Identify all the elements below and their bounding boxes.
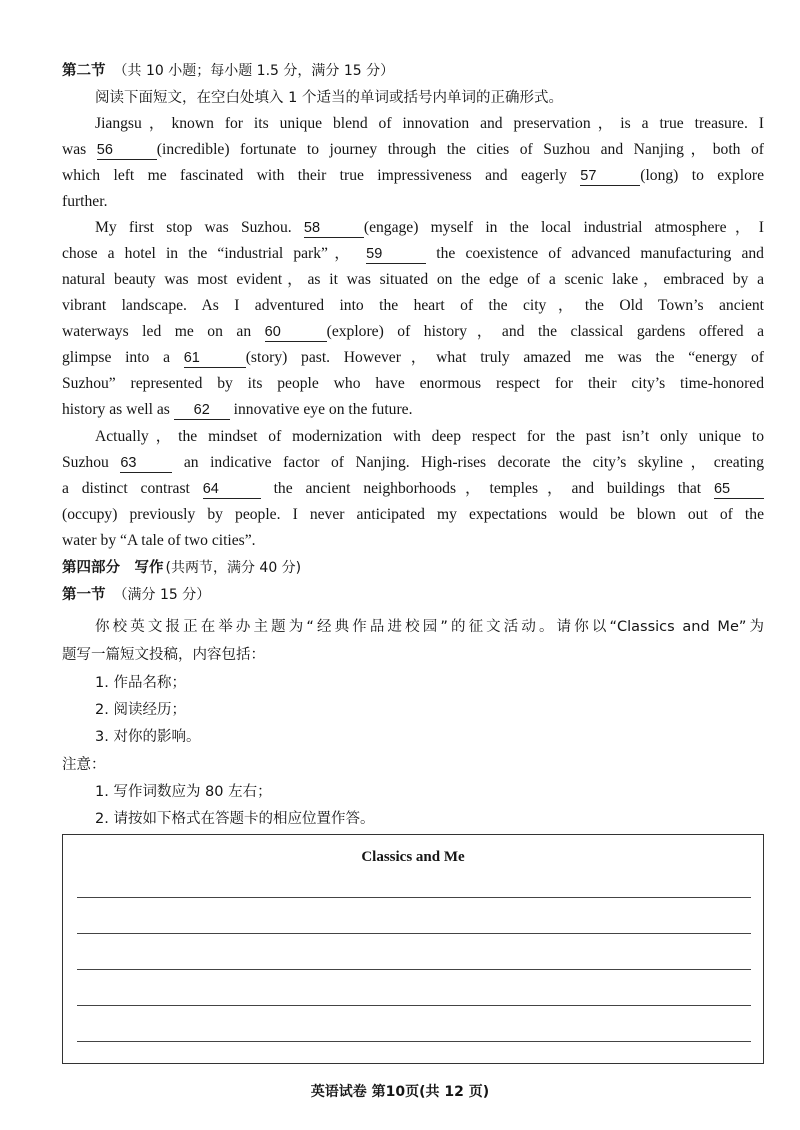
passage-line: natural beauty was most evident，as it was situated on the edge of a scenic lake，embraced by a: [62, 271, 764, 288]
blank-59: 59: [366, 245, 426, 264]
writing-prompt-line: 你校英文报正在举办主题为“经典作品进校园”的征文活动。请你以“Classics and Me”为: [95, 619, 764, 635]
section2-note: （共 10 小题；每小题 1.5 分，满分 15 分）: [113, 63, 395, 79]
blank-58: 58: [304, 219, 364, 238]
writing-prompt-line: 题写一篇短文投稿，内容包括：: [62, 647, 265, 663]
passage-line: glimpse into a 61 (story) past. However，what truly amazed me was the “energy of: [62, 349, 764, 366]
blank-64: 64: [203, 480, 261, 499]
passage-line: Suzhou” represented by its people who have enormous respect for their city’s time-honored: [62, 375, 764, 392]
passage-line: a distinct contrast 64 the ancient neighborhoods，temples，and buildings that 65: [62, 476, 764, 502]
passage-line: Suzhou 63 an indicative factor of Nanjing. High-rises decorate the city’s skyline，creating: [62, 454, 764, 471]
notice-item: 1. 写作词数应为 80 左右；: [95, 784, 272, 800]
content-item: 3. 对你的影响。: [95, 729, 201, 745]
passage-line: (occupy) previously by people. I never anticipated my expectations would be blown out of the: [62, 506, 764, 523]
page-footer: 英语试卷 第10页(共 12 页): [310, 1084, 490, 1100]
passage-line: My first stop was Suzhou. 58 (engage) myself in the local industrial atmosphere，I: [95, 219, 764, 236]
part4-note: (共两节，满分 40 分): [165, 560, 302, 576]
passage-line: which left me fascinated with their true impressiveness and eagerly 57 (long) to explore: [62, 167, 764, 184]
section2-title: 第二节: [62, 63, 106, 79]
writing-rule: [77, 1041, 751, 1042]
section1-note: （满分 15 分）: [113, 587, 211, 603]
writing-rule: [77, 969, 751, 970]
passage-line: further.: [62, 193, 108, 210]
blank-56: 56: [97, 141, 157, 160]
blank-60: 60: [265, 323, 327, 342]
writing-rule: [77, 933, 751, 934]
passage-line: Actually，the mindset of modernization with deep respect for the past isn’t only unique to: [95, 428, 764, 445]
section2-instruction: 阅读下面短文，在空白处填入 1 个适当的单词或括号内单词的正确形式。: [95, 90, 563, 106]
passage-line: was 56 (incredible) fortunate to journey through the cities of Suzhou and Nanjing，both of: [62, 141, 764, 158]
notice-label: 注意：: [62, 757, 106, 773]
blank-62: 62: [174, 401, 230, 420]
passage-line: vibrant landscape. As I adventured into the heart of the city，the Old Town’s ancient: [62, 297, 764, 314]
content-item: 1. 作品名称；: [95, 675, 186, 691]
blank-61: 61: [184, 349, 246, 368]
section2-header: [62, 58, 764, 84]
section1-header: [62, 582, 764, 608]
answer-box: [62, 834, 764, 1064]
passage-line: waterways led me on an 60 (explore) of history，and the classical gardens offered a: [62, 323, 764, 340]
part4-title: 第四部分 写作: [62, 560, 164, 576]
passage-line: history as well as 62 innovative eye on the future.: [62, 401, 413, 418]
blank-65: 65: [714, 480, 764, 499]
notice-item: 2. 请按如下格式在答题卡的相应位置作答。: [95, 811, 375, 827]
passage-line: Jiangsu，known for its unique blend of innovation and preservation，is a true treasure. I: [95, 115, 764, 132]
passage-line: water by “A tale of two cities”.: [62, 532, 256, 549]
answer-box-title: Classics and Me: [361, 849, 465, 865]
passage-line: chose a hotel in the “industrial park”， 59 the coexistence of advanced manufacturing and: [62, 245, 764, 262]
section1-title: 第一节: [62, 587, 106, 603]
writing-rule: [77, 1005, 751, 1006]
part4-header: [62, 555, 764, 581]
writing-rule: [77, 897, 751, 898]
content-item: 2. 阅读经历；: [95, 702, 186, 718]
blank-63: 63: [120, 454, 172, 473]
blank-57: 57: [580, 167, 640, 186]
